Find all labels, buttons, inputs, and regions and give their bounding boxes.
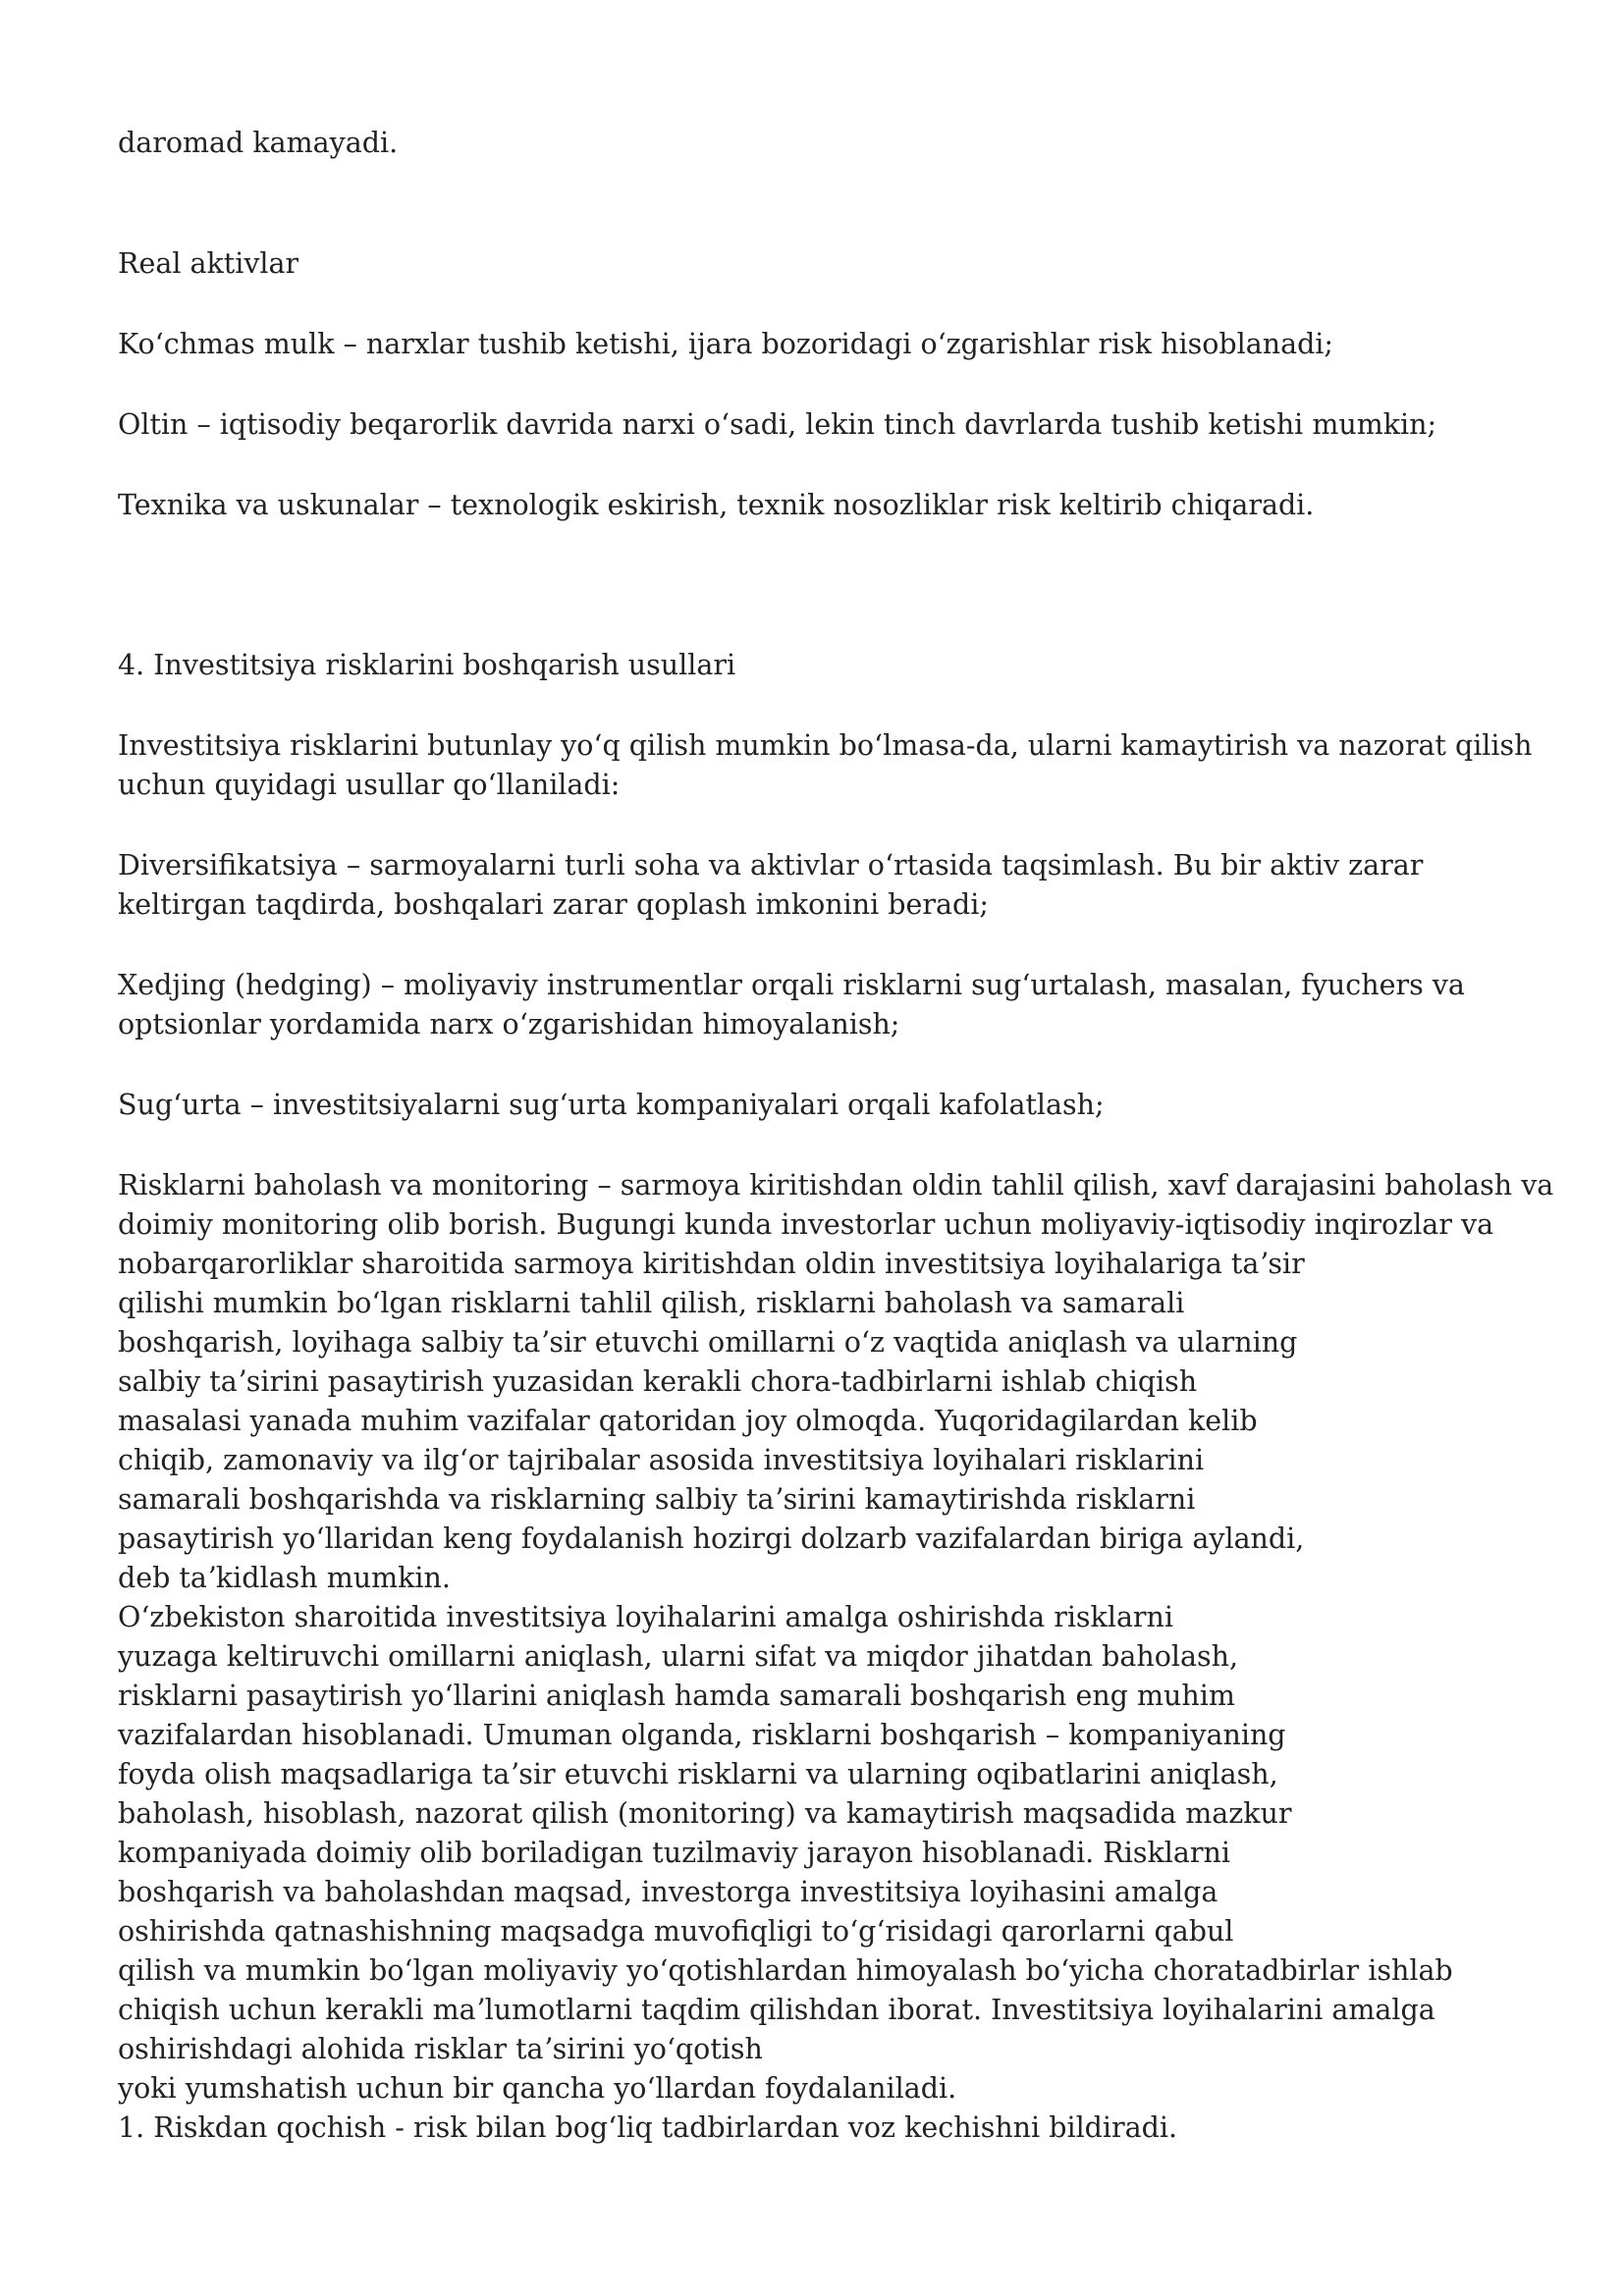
text-line: chiqish uchun kerakli maʼlumotlarni taqdim qilishdan iborat. Investitsiya loyihalarini amalga bbox=[118, 1994, 1435, 2026]
text-line: samarali boshqarishda va risklarning salbiy taʼsirini kamaytirishda risklarni bbox=[118, 1483, 1196, 1516]
section-heading: 4. Investitsiya risklarini boshqarish usullari bbox=[118, 649, 736, 681]
text-line: pasaytirish yoʻllaridan keng foydalanish hozirgi dolzarb vazifalardan biriga aylandi, bbox=[118, 1522, 1305, 1555]
text-line: deb taʼkidlash mumkin. bbox=[118, 1562, 451, 1594]
text-line: foyda olish maqsadlariga taʼsir etuvchi risklarni va ularning oqibatlarini aniqlash, bbox=[118, 1758, 1278, 1790]
text-line: boshqarish, loyihaga salbiy taʼsir etuvchi omillarni oʻz vaqtida aniqlash va ularning bbox=[118, 1326, 1298, 1359]
text-line: kompaniyada doimiy olib boriladigan tuzilmaviy jarayon hisoblanadi. Risklarni bbox=[118, 1837, 1230, 1869]
text-line: Oʻzbekiston sharoitida investitsiya loyihalarini amalga oshirishda risklarni bbox=[118, 1601, 1174, 1633]
text-line: salbiy taʼsirini pasaytirish yuzasidan kerakli chora-tadbirlarni ishlab chiqish bbox=[118, 1365, 1198, 1398]
list-item: Xedjing (hedging) – moliyaviy instrumentlar orqali risklarni sugʻurtalash, masalan, fyuchers va bbox=[118, 969, 1465, 1001]
text-line: chiqib, zamonaviy va ilgʻor tajribalar asosida investitsiya loyihalari risklarini bbox=[118, 1444, 1205, 1476]
list-item: Koʻchmas mulk – narxlar tushib ketishi, ijara bozoridagi oʻzgarishlar risk hisoblanadi; bbox=[118, 328, 1334, 360]
text-line: daromad kamayadi. bbox=[118, 127, 399, 159]
list-item: Diversifikatsiya – sarmoyalarni turli soha va aktivlar oʻrtasida taqsimlash. Bu bir aktiv zarar bbox=[118, 849, 1424, 881]
text-line: oshirishda qatnashishning maqsadga muvofiqligi toʻgʻrisidagi qarorlarni qabul bbox=[118, 1915, 1234, 1948]
text-line: qilishi mumkin boʻlgan risklarni tahlil qilish, risklarni baholash va samarali bbox=[118, 1287, 1185, 1319]
text-line: Investitsiya risklarini butunlay yoʻq qilish mumkin boʻlmasa-da, ularni kamaytirish va nazorat qilish bbox=[118, 729, 1533, 762]
list-item: 1. Riskdan qochish - risk bilan bogʻliq tadbirlardan voz kechishni bildiradi. bbox=[118, 2111, 1178, 2144]
text-line: nobarqarorliklar sharoitida sarmoya kiritishdan oldin investitsiya loyihalariga taʼsir bbox=[118, 1248, 1305, 1280]
text-line: masalasi yanada muhim vazifalar qatoridan joy olmoqda. Yuqoridagilardan kelib bbox=[118, 1405, 1258, 1437]
text-line: keltirgan taqdirda, boshqalari zarar qoplash imkonini beradi; bbox=[118, 888, 989, 921]
list-item: Sugʻurta – investitsiyalarni sugʻurta kompaniyalari orqali kafolatlash; bbox=[118, 1089, 1105, 1121]
section-subheading: Real aktivlar bbox=[118, 247, 299, 280]
text-line: yuzaga keltiruvchi omillarni aniqlash, ularni sifat va miqdor jihatdan baholash, bbox=[118, 1640, 1239, 1673]
text-line: optsionlar yordamida narx oʻzgarishidan himoyalanish; bbox=[118, 1008, 900, 1041]
text-line: oshirishdagi alohida risklar taʼsirini yoʻqotish bbox=[118, 2033, 763, 2065]
list-item: Risklarni baholash va monitoring – sarmoya kiritishdan oldin tahlil qilish, xavf darajasini baholash va bbox=[118, 1169, 1554, 1201]
list-item: Texnika va uskunalar – texnologik eskirish, texnik nosozliklar risk keltirib chiqaradi. bbox=[118, 489, 1315, 521]
text-line: uchun quyidagi usullar qoʻllaniladi: bbox=[118, 769, 621, 801]
text-line: yoki yumshatish uchun bir qancha yoʻllardan foydalaniladi. bbox=[118, 2072, 957, 2105]
text-line: qilish va mumkin boʻlgan moliyaviy yoʻqotishlardan himoyalash boʻyicha choratadbirlar ishlab bbox=[118, 1954, 1453, 1987]
text-line: baholash, hisoblash, nazorat qilish (monitoring) va kamaytirish maqsadida mazkur bbox=[118, 1797, 1292, 1830]
list-item: Oltin – iqtisodiy beqarorlik davrida narxi oʻsadi, lekin tinch davrlarda tushib ketishi mumkin; bbox=[118, 408, 1437, 441]
text-line: risklarni pasaytirish yoʻllarini aniqlash hamda samarali boshqarish eng muhim bbox=[118, 1680, 1235, 1712]
text-line: vazifalardan hisoblanadi. Umuman olganda, risklarni boshqarish – kompaniyaning bbox=[118, 1719, 1286, 1751]
text-line: doimiy monitoring olib borish. Bugungi kunda investorlar uchun moliyaviy-iqtisodiy inqirozlar va bbox=[118, 1208, 1494, 1241]
text-line: boshqarish va baholashdan maqsad, investorga investitsiya loyihasini amalga bbox=[118, 1876, 1218, 1908]
